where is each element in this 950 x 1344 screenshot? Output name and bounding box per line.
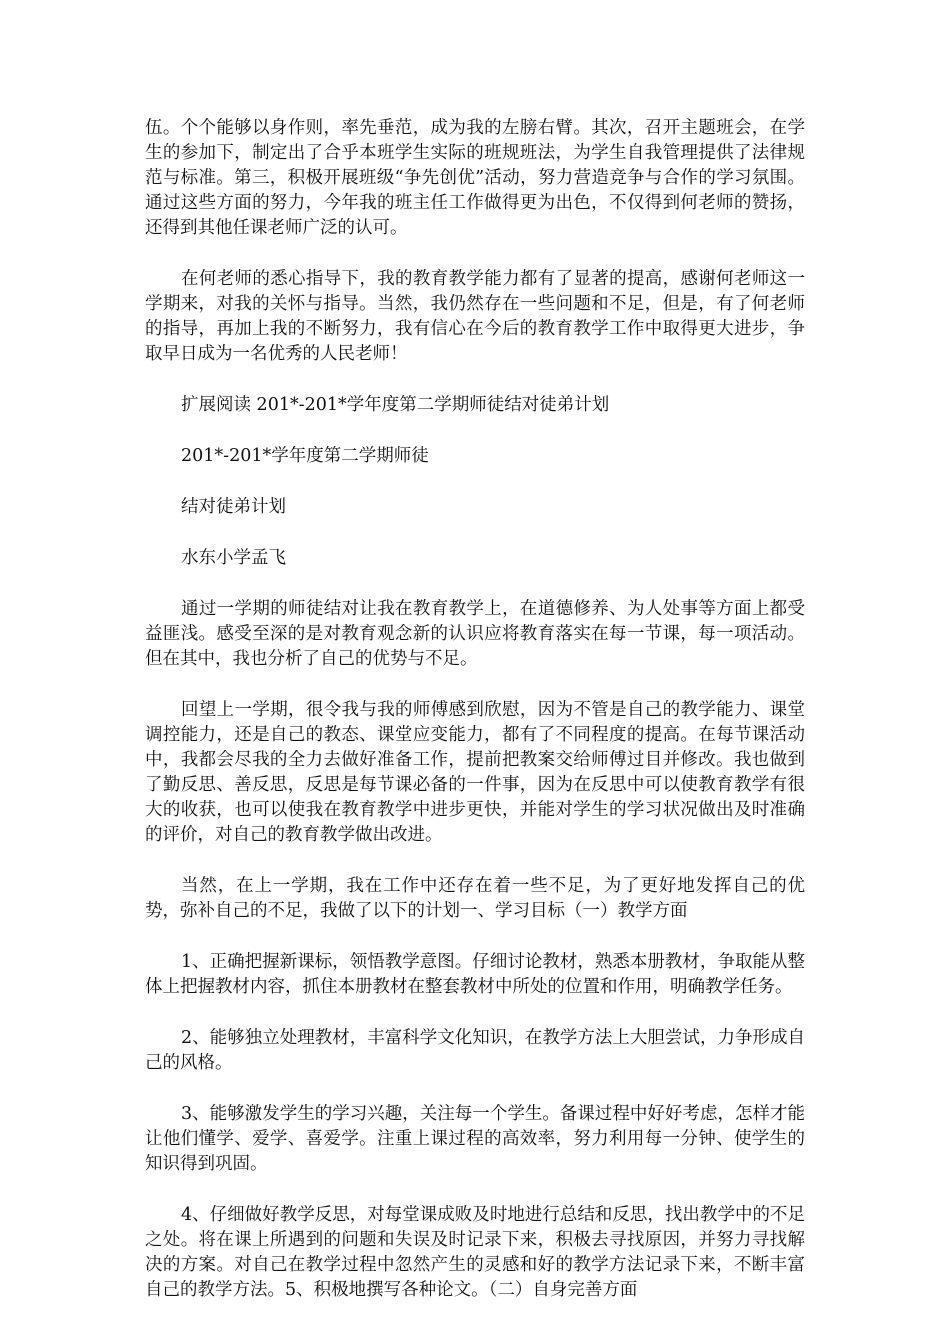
paragraph-gratitude: 在何老师的悉心指导下，我的教育教学能力都有了显著的提高，感谢何老师这一学期来，对我的关怀与指导。当然，我仍然存在一些问题和不足，但是，有了何老师的指导，再加上我的不断努力，我有信心在今后的教育教学工作中取得更大进步，争取早日成为一名优秀的人民老师！ <box>145 269 805 364</box>
document-body <box>145 116 805 1329</box>
plan-title-line-2: 结对徒弟计划 <box>181 497 286 517</box>
plan-item-2: 2、能够独立处理教材，丰富科学文化知识，在教学方法上大胆尝试，力争形成自己的风格。 <box>145 1028 805 1073</box>
plan-title-line-1: 201*-201*学年度第二学期师徒 <box>181 446 429 466</box>
paragraph-review: 回望上一学期，很令我与我的师傅感到欣慰，因为不管是自己的教学能力、课堂调控能力，还是自己的教态、课堂应变能力，都有了不同程度的提高。在每节课活动中，我都会尽我的全力去做好准备工作，提前把教案交给师傅过目并修改。我也做到了勤反思、善反思，反思是每节课必备的一件事，因为在反思中可以使教育教学有很大的收获，也可以使我在教育教学中进步更快，并能对学生的学习状况做出及时准确的评价，对自己的教育教学做出改进。 <box>145 700 805 845</box>
plan-item-1: 1、正确把握新课标，领悟教学意图。仔细讨论教材，熟悉本册教材，争取能从整体上把握教材内容，抓住本册教材在整套教材中所处的位置和作用，明确教学任务。 <box>145 952 805 997</box>
author-line: 水东小学孟飞 <box>181 548 286 568</box>
paragraph-plan-intro: 当然，在上一学期，我在工作中还存在着一些不足，为了更好地发挥自己的优势，弥补自己的不足，我做了以下的计划一、学习目标（一）教学方面 <box>145 876 805 921</box>
paragraph-introduction: 通过一学期的师徒结对让我在教育教学上，在道德修养、为人处事等方面上都受益匪浅。感受至深的是对教育观念新的认识应将教育落实在每一节课，每一项活动。但在其中，我也分析了自己的优势与不足。 <box>145 599 805 669</box>
extended-reading-heading: 扩展阅读 201*-201*学年度第二学期师徒结对徒弟计划 <box>181 395 610 415</box>
plan-item-3: 3、能够激发学生的学习兴趣，关注每一个学生。备课过程中好好考虑，怎样才能让他们懂学、爱学、喜爱学。注重上课过程的高效率，努力利用每一分钟、使学生的知识得到巩固。 <box>145 1104 805 1174</box>
paragraph-class-management: 伍。个个能够以身作则，率先垂范，成为我的左膀右臂。其次，召开主题班会，在学生的参加下，制定出了合乎本班学生实际的班规班法，为学生自我管理提供了法律规范与标准。第三，积极开展班级“争先创优”活动，努力营造竞争与合作的学习氛围。通过这些方面的努力，今年我的班主任工作做得更为出色，不仅得到何老师的赞扬，还得到其他任课老师广泛的认可。 <box>145 118 805 238</box>
plan-item-4: 4、仔细做好教学反思，对每堂课成败及时地进行总结和反思，找出教学中的不足之处。将在课上所遇到的问题和失误及时记录下来，积极去寻找原因，并努力寻找解决的方案。对自己在教学过程中忽然产生的灵感和好的教学方法记录下来，不断丰富自己的教学方法。5、积极地撰写各种论文。（二）自身完善方面 <box>145 1205 805 1300</box>
